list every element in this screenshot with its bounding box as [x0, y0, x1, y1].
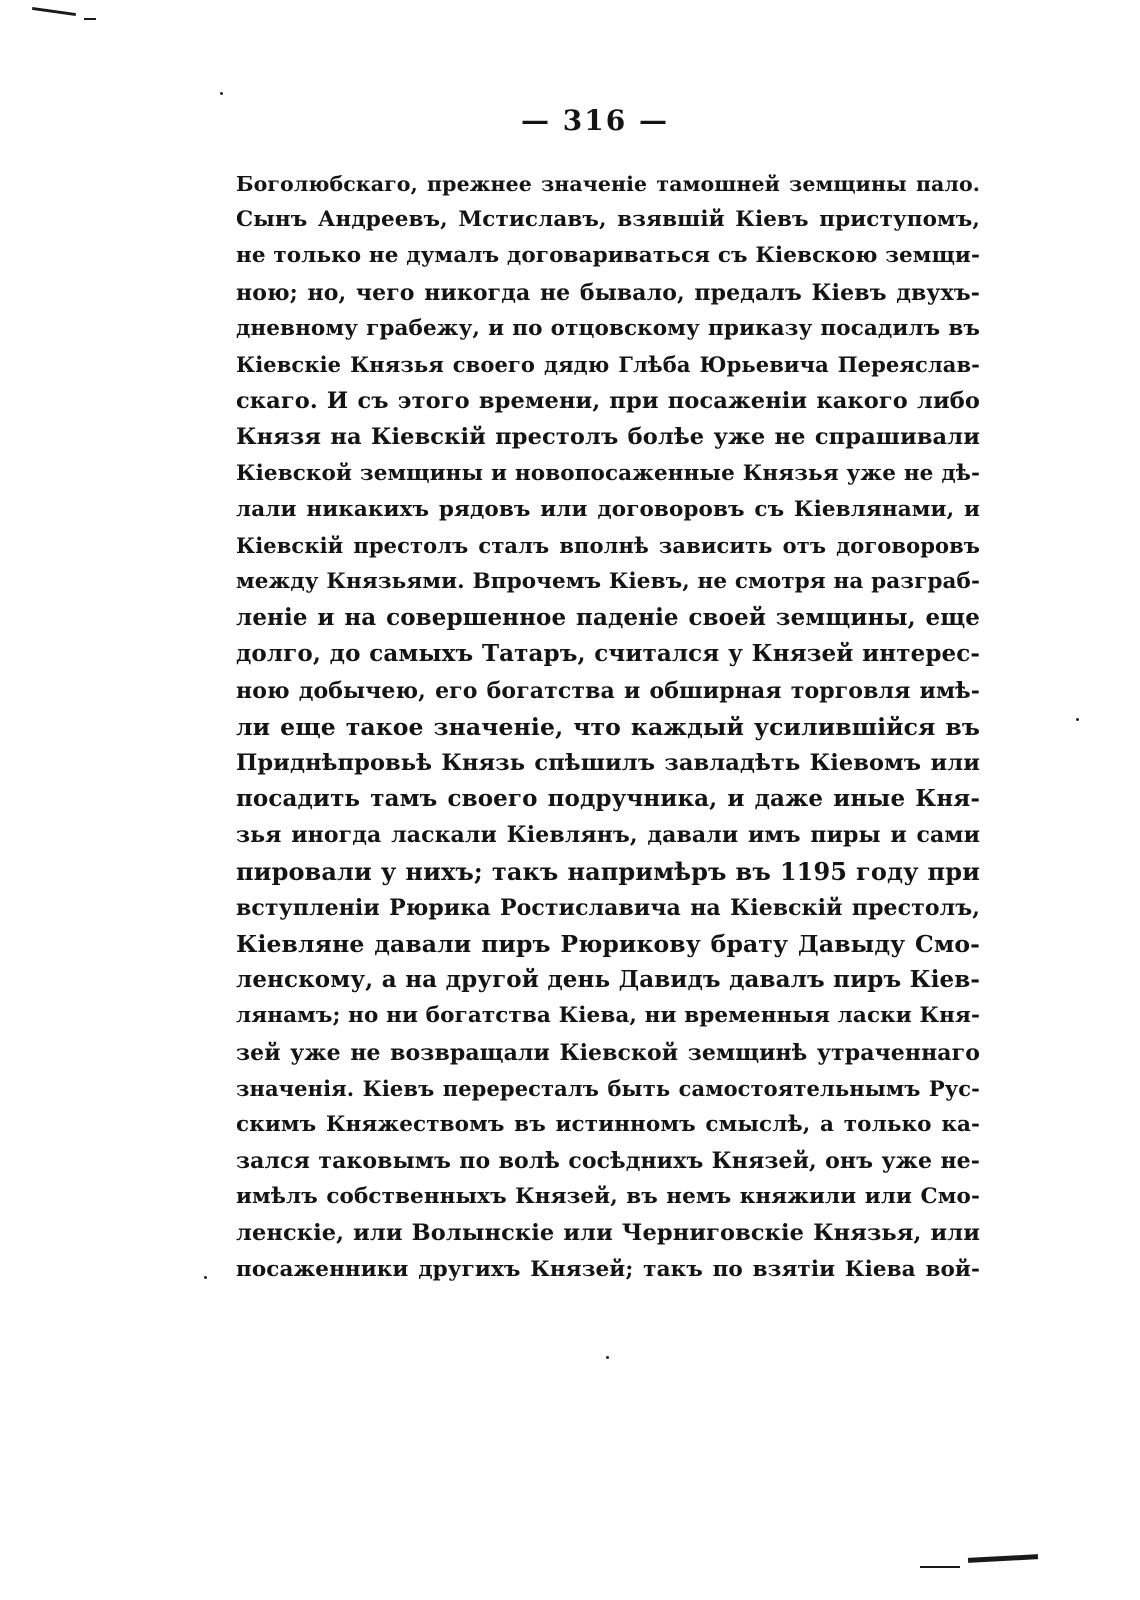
text-line: ленскому, а на другой день Давидъ давалъ пиръ Кіев- — [236, 966, 980, 994]
text-line: ною; но, чего никогда не бывало, предалъ Кіевъ двухъ- — [236, 279, 980, 306]
text-line: Приднѣпровьѣ Князь спѣшилъ завладѣть Кіевомъ или — [236, 750, 980, 776]
text-line: между Князьями. Впрочемъ Кіевъ, не смотря на разграб- — [236, 569, 980, 595]
scan-dot — [204, 1276, 207, 1279]
text-line: лянамъ; но ни богатства Кіева, ни временныя ласки Кня- — [236, 1003, 980, 1029]
text-line: Кіевскій престолъ сталъ вполнѣ зависить отъ договоровъ — [236, 532, 980, 558]
page-number: — 316 — — [521, 104, 669, 137]
text-line: зался таковымъ по волѣ сосѣднихъ Князей, онъ уже не- — [236, 1148, 980, 1175]
text-line: лали никакихъ рядовъ или договоровъ съ Кіевлянами, и — [236, 496, 980, 522]
text-line: зей уже не возвращали Кіевской земщинѣ утраченнаго — [236, 1039, 980, 1066]
text-line: ною добычею, его богатства и обширная торговля имѣ- — [236, 677, 980, 704]
scan-dot — [220, 92, 223, 95]
text-line: зья иногда ласкали Кіевлянъ, давали имъ пиры и сами — [236, 822, 980, 849]
text-line: значенія. Кіевъ перересталъ быть самостоятельнымъ Рус- — [236, 1075, 980, 1101]
text-line: посадить тамъ своего подручника, и даже иные Кня- — [236, 785, 980, 813]
scan-mark-bottom-right — [968, 1554, 1038, 1563]
text-line: посаженники другихъ Князей; такъ по взятіи Кіева вой- — [236, 1256, 980, 1282]
scan-mark-bottom-right-2 — [920, 1566, 960, 1568]
text-line: не только не думалъ договариваться съ Кіевскою земщи- — [236, 243, 980, 269]
text-line: Кіевляне давали пиръ Рюрикову брату Давыду Смо- — [236, 929, 980, 958]
text-line: ли еще такое значеніе, что каждый усилившійся въ — [236, 712, 980, 741]
text-line: дневному грабежу, и по отцовскому приказу посадилъ въ — [236, 315, 980, 341]
text-line: Сынъ Андреевъ, Мстиславъ, взявшій Кіевъ приступомъ, — [236, 207, 980, 233]
text-line: Боголюбскаго, прежнее значеніе тамошней земщины пало. — [236, 172, 980, 196]
text-line: ленскіе, или Волынскіе или Черниговскіе Князья, или — [236, 1220, 980, 1247]
text-line: вступленіи Рюрика Ростиславича на Кіевскій престолъ, — [236, 894, 980, 921]
scan-dot — [606, 1356, 609, 1359]
body-text — [236, 166, 980, 1288]
text-line: долго, до самыхъ Татаръ, считался у Князей интерес- — [236, 640, 980, 668]
text-line: Кіевской земщины и новопосаженные Князья уже не дѣ- — [236, 460, 980, 486]
text-line: имѣлъ собственныхъ Князей, въ немъ княжили или Смо- — [236, 1184, 980, 1210]
scan-mark-top-left-2 — [84, 18, 96, 20]
text-line: скимъ Княжествомъ въ истинномъ смыслѣ, а только ка- — [236, 1111, 980, 1137]
text-line: скаго. И съ этого времени, при посаженіи какого либо — [236, 388, 980, 415]
text-line: Кіевскіе Князья своего дядю Глѣба Юрьевича Переяслав- — [236, 351, 980, 377]
text-line: леніе и на совершенное паденіе своей земщины, еще — [236, 604, 980, 632]
text-line: Князя на Кіевскій престолъ болѣе уже не спрашивали — [236, 424, 980, 451]
scan-mark-top-left — [32, 7, 76, 16]
text-line: пировали у нихъ; такъ напримѣръ въ 1195 году при — [236, 856, 980, 886]
scan-dot — [1076, 718, 1079, 721]
